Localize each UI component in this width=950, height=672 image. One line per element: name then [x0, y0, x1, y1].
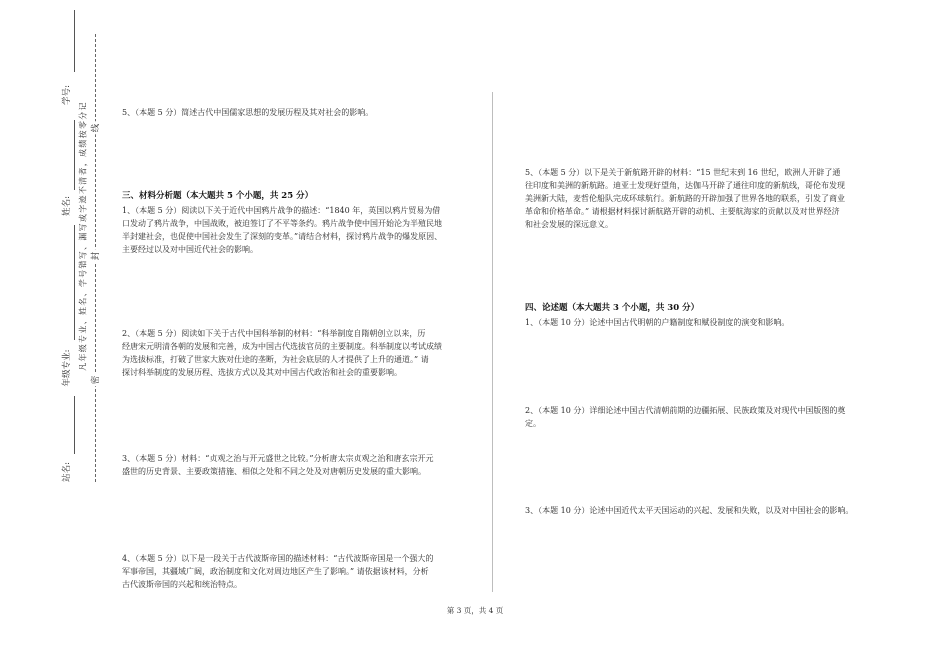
- question-line: 探讨科举制度的发展历程、选拔方式以及其对中国古代政治和社会的重要影响。: [122, 368, 402, 377]
- question-line: 往印度和美洲的新航路。迪亚士发现好望角，达伽马开辟了通往印度的新航线，哥伦布发现: [525, 181, 845, 190]
- question-line: 半封建社会，也促使中国社会发生了深刻的变革。”请结合材料，探讨鸦片战争的爆发原因、: [122, 232, 443, 241]
- question-line: 1、（本题 10 分）论述中国古代明朝的户籍制度和赋役制度的演变和影响。: [525, 318, 790, 327]
- question-line: 为选拔标准，打破了世家大族对仕途的垄断，为社会底层的人才提供了上升的通道。” 请: [122, 355, 429, 364]
- question-line: 口发动了鸦片战争，中国战败，被迫签订了不平等条约。鸦片战争使中国开始沦为半殖民地: [122, 219, 442, 228]
- section-heading-4: 四、论述题（本大题共 3 个小题，共 30 分）: [525, 303, 700, 313]
- question-line: 5、（本题 5 分）以下是关于新航路开辟的材料：“15 世纪末到 16 世纪，欧洲人开辟了通: [525, 168, 841, 177]
- question-line: 定。: [525, 419, 541, 428]
- question-line: 4、（本题 5 分）以下是一段关于古代波斯帝国的描述材料：“古代波斯帝国是一个强大的: [122, 554, 434, 563]
- major-blank-line: [74, 225, 75, 340]
- question-line: 盛世的历史背景、主要政策措施、相似之处和不同之处及对唐朝历史发展的重大影响。: [122, 467, 426, 476]
- name-blank-line: [74, 120, 75, 190]
- station-blank-line: [74, 396, 75, 454]
- question-line: 2、（本题 10 分）详细论述中国古代清朝前期的边疆拓展、民族政策及对现代中国版图的奠: [525, 406, 846, 415]
- question-line: 经唐宋元明清各朝的发展和完善，成为中国古代选拔官员的主要制度。科举制度以考试成绩: [122, 342, 442, 351]
- question-line: 革命和价格革命。” 请根据材料探讨新航路开辟的动机、主要航海家的贡献以及对世界经济: [525, 207, 840, 216]
- mark-secret: 密: [91, 375, 101, 385]
- section-heading-3: 三、材料分析题（本大题共 5 个小题，共 25 分）: [122, 191, 314, 201]
- question-left-3: [122, 452, 433, 478]
- question-line: 古代波斯帝国的兴起和统治特点。: [122, 580, 242, 589]
- question-right-5: [525, 166, 845, 231]
- major-label: 年级专业:: [62, 349, 72, 387]
- question-right-2: [525, 404, 845, 430]
- student-id-label: 学号:: [62, 85, 72, 105]
- mark-seal: 封: [91, 251, 101, 261]
- binding-notice: 凡年级专业、姓名、学号错写、漏写或字迹不清者，成绩按零分记: [78, 101, 88, 371]
- page-number: 第 3 页，共 4 页: [446, 606, 504, 615]
- question-right-3: [525, 504, 853, 517]
- question-line: 3、（本题 5 分）材料：“贞观之治与开元盛世之比较。”分析唐太宗贞观之治和唐玄宗开元: [122, 454, 434, 463]
- column-divider: [492, 92, 493, 592]
- station-label: 站名:: [62, 462, 72, 482]
- question-line: 3、（本题 10 分）论述中国近代太平天国运动的兴起、发展和失败，以及对中国社会的影响。: [525, 506, 854, 515]
- question-line: 和社会发展的深远意义。: [525, 220, 613, 229]
- question-right-1: [525, 316, 789, 329]
- mark-line: 线: [91, 123, 101, 133]
- question-left-4: [122, 552, 433, 591]
- question-line: 美洲新大陆，麦哲伦船队完成环球航行。新航路的开辟加强了世界各地的联系，引发了商业: [525, 194, 845, 203]
- question-line: 主要经过以及对中国近代社会的影响。: [122, 245, 258, 254]
- question-left-1: [122, 204, 442, 256]
- question-left-5: [122, 106, 373, 119]
- question-line: 5、（本题 5 分）简述古代中国儒家思想的发展历程及其对社会的影响。: [122, 108, 374, 117]
- name-label: 姓名:: [62, 196, 72, 216]
- question-line: 2、（本题 5 分）阅读如下关于古代中国科举制的材料：“科举制度自隋朝创立以来，历: [122, 329, 426, 338]
- question-left-2: [122, 327, 442, 379]
- student-id-blank-line: [74, 10, 75, 72]
- question-line: 军事帝国，其疆域广阔，政治制度和文化对周边地区产生了影响。” 请依据该材料，分析: [122, 567, 429, 576]
- question-line: 1、（本题 5 分）阅读以下关于近代中国鸦片战争的描述：“1840 年，英国以鸦片贸易为借: [122, 206, 441, 215]
